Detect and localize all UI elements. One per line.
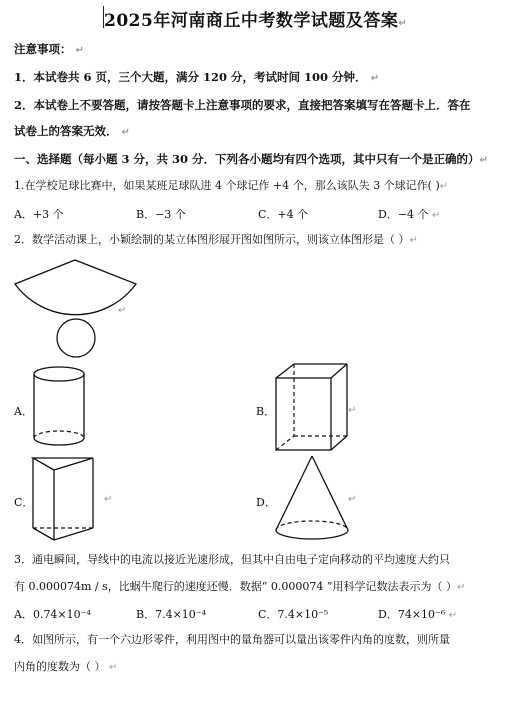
question-1-option-b: B．−3 个 — [136, 208, 186, 221]
question-3-stem: 3．通电瞬间，导线中的电流以接近光速形成，但其中自由电子定向移动的平均速度大约只 — [14, 553, 450, 566]
cone-side-left — [276, 456, 312, 530]
prism-edge — [54, 528, 93, 540]
cylinder-figure — [30, 363, 90, 453]
cylinder-top — [34, 367, 84, 381]
question-3-stem-cont: 有 0.000074m / s，比蜗牛爬行的速度还慢．数据“ 0.000074 ”用科学记数法表示为（ ）↵ — [14, 580, 466, 593]
paragraph-mark-icon: ↵ — [109, 662, 118, 673]
question-4-stem: 4．如图所示，有一个六边形零件，利用图中的量角器可以量出该零件内角的度数，则所量 — [14, 633, 450, 646]
cylinder-bottom-back — [34, 431, 84, 438]
cuboid-hidden-edge — [276, 436, 294, 450]
paragraph-mark-icon: ↵ — [104, 494, 113, 505]
cuboid-edge — [276, 364, 294, 378]
question-3-option-a: A．0.74×10⁻⁴ — [14, 608, 91, 621]
cuboid-figure — [272, 362, 352, 454]
notice-item-2-cont: 试卷上的答案无效． ↵ — [14, 124, 130, 138]
paragraph-mark-icon: ↵ — [398, 18, 408, 29]
cuboid-edge — [331, 436, 347, 450]
triangular-prism-figure — [30, 452, 100, 544]
question-1-option-d: D．−4 个 ↵ — [378, 208, 441, 221]
question-1-stem: 1.在学校足球比赛中，如果某班足球队进 4 个球记作 +4 个，那么该队失 3 个球记作( )↵ — [14, 179, 449, 192]
paragraph-mark-icon: ↵ — [75, 45, 84, 56]
cone-net-figure — [12, 258, 152, 358]
question-1-option-c: C．+4 个 — [258, 208, 309, 221]
notice-item-1: 1．本试卷共 6 页，三个大题，满分 120 分，考试时间 100 分钟． ↵ — [14, 70, 379, 84]
question-3-option-c: C．7.4×10⁻⁵ — [258, 608, 329, 621]
prism-edge — [33, 528, 54, 540]
cone-base-front — [276, 530, 348, 539]
paragraph-mark-icon: ↵ — [479, 155, 488, 166]
question-2-option-c-label: C． — [14, 496, 34, 509]
question-2-option-b-label: B． — [256, 405, 276, 418]
cone-base-back — [276, 521, 348, 530]
question-2-stem: 2．数学活动课上，小颖绘制的某立体图形展开图如图所示，则该立体图形是（ ）↵ — [14, 233, 418, 246]
paragraph-mark-icon: ↵ — [118, 305, 127, 316]
question-3-option-b: B．7.4×10⁻⁴ — [136, 608, 207, 621]
paragraph-mark-icon: ↵ — [439, 181, 449, 192]
cone-side-right — [312, 456, 348, 530]
question-3-option-d: D．74×10⁻⁶ ↵ — [378, 608, 458, 621]
paragraph-mark-icon: ↵ — [370, 73, 379, 84]
paragraph-mark-icon: ↵ — [456, 582, 466, 593]
net-circle — [57, 319, 95, 357]
paragraph-mark-icon: ↵ — [409, 235, 418, 246]
cuboid-edge — [331, 364, 347, 378]
cone-figure — [272, 452, 352, 544]
cylinder-bottom-front — [34, 438, 84, 445]
paragraph-mark-icon: ↵ — [348, 494, 357, 505]
question-2-option-a-label: A． — [14, 405, 33, 418]
document-title: 2025年河南商丘中考数学试题及答案↵ — [104, 11, 408, 31]
section-heading-choice: 一、选择题（每小题 3 分，共 30 分．下列各小题均有四个选项，其中只有一个是正确的）↵ — [14, 152, 488, 166]
paragraph-mark-icon: ↵ — [121, 127, 130, 138]
question-2-option-d-label: D． — [256, 496, 276, 509]
notice-item-2: 2．本试卷上不要答题，请按答题卡上注意事项的要求，直接把答案填写在答题卡上．答在 — [14, 98, 471, 112]
prism-top-face — [33, 458, 93, 470]
notice-heading: 注意事项： ↵ — [14, 42, 84, 56]
question-4-stem-cont: 内角的度数为（ ） ↵ — [14, 660, 118, 673]
question-1-option-a: A．+3 个 — [14, 208, 64, 221]
paragraph-mark-icon: ↵ — [348, 405, 357, 416]
paragraph-mark-icon: ↵ — [432, 210, 441, 221]
paragraph-mark-icon: ↵ — [448, 610, 458, 621]
cuboid-front-face — [276, 378, 331, 450]
